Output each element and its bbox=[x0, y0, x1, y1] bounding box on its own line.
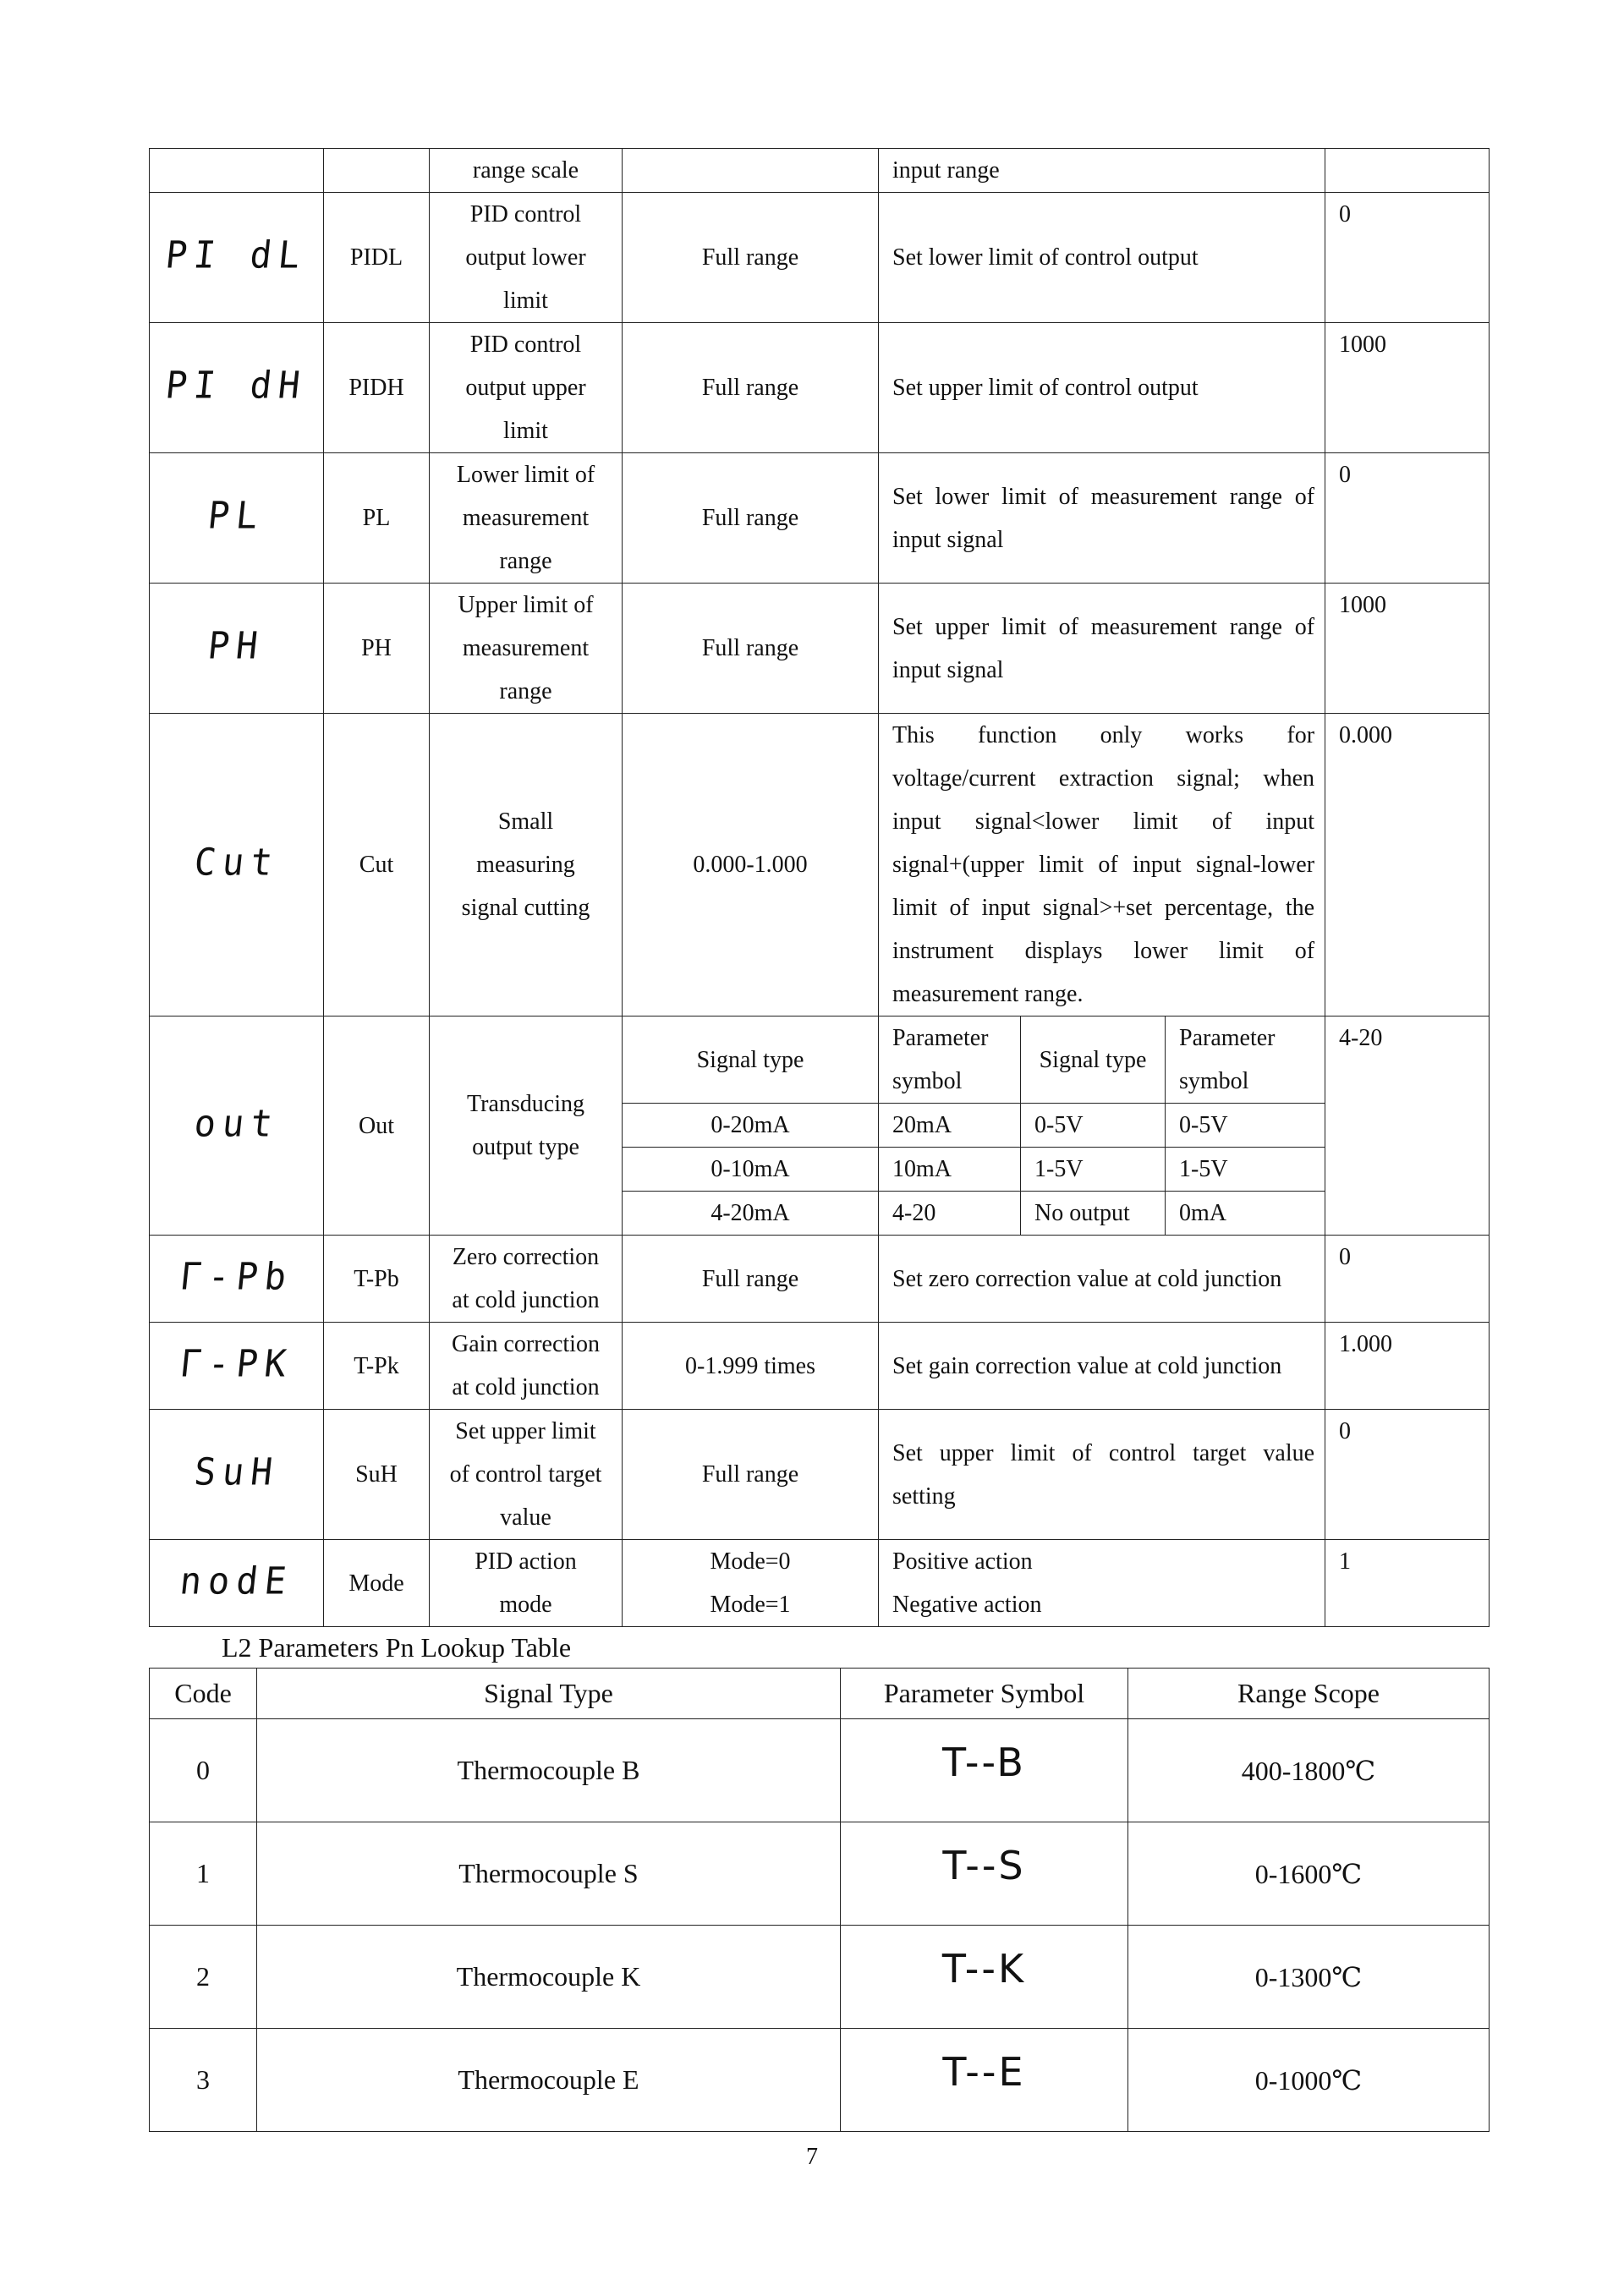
code-cell: 0 bbox=[150, 1719, 257, 1822]
lcd-display-icon: SuH bbox=[150, 1410, 324, 1540]
param-desc: Set upper limit of measurement range of input signal bbox=[879, 584, 1325, 714]
param-symbol: 4-20 bbox=[879, 1192, 1021, 1236]
param-range: Mode=0 Mode=1 bbox=[623, 1540, 879, 1627]
param-default: 1.000 bbox=[1325, 1323, 1490, 1410]
param-desc: input range bbox=[879, 149, 1325, 193]
param-symbol: 0-5V bbox=[1166, 1104, 1325, 1148]
param-default: 4-20 bbox=[1325, 1016, 1490, 1236]
table-caption: L2 Parameters Pn Lookup Table bbox=[222, 1632, 572, 1663]
param-name: PID action mode bbox=[430, 1540, 623, 1627]
param-range: Full range bbox=[623, 323, 879, 453]
lcd-display-icon: PL bbox=[150, 453, 324, 584]
param-default: 1000 bbox=[1325, 323, 1490, 453]
lcd-display-icon: Γ-PK bbox=[150, 1323, 324, 1410]
table-row bbox=[150, 1323, 1490, 1410]
table-row bbox=[150, 453, 1490, 584]
param-default: 0 bbox=[1325, 1236, 1490, 1323]
param-range: Full range bbox=[623, 584, 879, 714]
param-default: 1000 bbox=[1325, 584, 1490, 714]
signal-type-header: Signal type bbox=[623, 1016, 879, 1104]
range-scope-cell: 0-1300℃ bbox=[1128, 1926, 1490, 2029]
signal-type-cell: Thermocouple K bbox=[257, 1926, 841, 2029]
param-symbol-header: Parameter symbol bbox=[1166, 1016, 1325, 1104]
table-row bbox=[150, 1926, 1490, 2029]
range-scope-cell: 0-1000℃ bbox=[1128, 2029, 1490, 2132]
column-header-range-scope: Range Scope bbox=[1128, 1669, 1490, 1719]
param-desc: Set upper limit of control target value setting bbox=[879, 1410, 1325, 1540]
table-row bbox=[150, 584, 1490, 714]
table-row bbox=[150, 1236, 1490, 1323]
param-symbol: PIDL bbox=[324, 193, 430, 323]
table-header-row bbox=[150, 1669, 1490, 1719]
param-name: Zero correction at cold junction bbox=[430, 1236, 623, 1323]
table-row bbox=[150, 1719, 1490, 1822]
param-name: Transducing output type bbox=[430, 1016, 623, 1236]
lcd-display-icon: PI dL bbox=[150, 193, 324, 323]
param-range: Full range bbox=[623, 1410, 879, 1540]
code-cell: 2 bbox=[150, 1926, 257, 2029]
lookup-table bbox=[149, 1668, 1490, 2132]
param-range: 0-1.999 times bbox=[623, 1323, 879, 1410]
param-symbol: SuH bbox=[324, 1410, 430, 1540]
range-scope-cell: 400-1800℃ bbox=[1128, 1719, 1490, 1822]
param-symbol-header: Parameter symbol bbox=[879, 1016, 1021, 1104]
signal-type-cell: Thermocouple B bbox=[257, 1719, 841, 1822]
lcd-display-icon: Γ-Pb bbox=[150, 1236, 324, 1323]
table-row bbox=[150, 323, 1490, 453]
signal-type: 0-5V bbox=[1021, 1104, 1166, 1148]
signal-type: 0-10mA bbox=[623, 1148, 879, 1192]
param-symbol: Out bbox=[324, 1016, 430, 1236]
param-desc: Set lower limit of measurement range of input signal bbox=[879, 453, 1325, 584]
param-name: Gain correction at cold junction bbox=[430, 1323, 623, 1410]
column-header-code: Code bbox=[150, 1669, 257, 1719]
parameter-symbol-cell: T--B bbox=[841, 1719, 1128, 1822]
column-header-parameter-symbol: Parameter Symbol bbox=[841, 1669, 1128, 1719]
param-symbol: T-Pk bbox=[324, 1323, 430, 1410]
lcd-display-icon: PI dH bbox=[150, 323, 324, 453]
lcd-display-icon: Cut bbox=[150, 714, 324, 1016]
param-range: Full range bbox=[623, 453, 879, 584]
signal-type: 4-20mA bbox=[623, 1192, 879, 1236]
param-default: 1 bbox=[1325, 1540, 1490, 1627]
parameter-symbol-cell: T--S bbox=[841, 1822, 1128, 1926]
param-symbol: PH bbox=[324, 584, 430, 714]
param-symbol: 10mA bbox=[879, 1148, 1021, 1192]
param-name: Small measuring signal cutting bbox=[430, 714, 623, 1016]
param-symbol: PIDH bbox=[324, 323, 430, 453]
param-range: 0.000-1.000 bbox=[623, 714, 879, 1016]
signal-type-cell: Thermocouple E bbox=[257, 2029, 841, 2132]
param-name: Lower limit of measurement range bbox=[430, 453, 623, 584]
signal-type: No output bbox=[1021, 1192, 1166, 1236]
table-row bbox=[150, 1016, 1490, 1104]
param-symbol: PL bbox=[324, 453, 430, 584]
signal-type-cell: Thermocouple S bbox=[257, 1822, 841, 1926]
param-name: range scale bbox=[430, 149, 623, 193]
param-desc: Set zero correction value at cold junction bbox=[879, 1236, 1325, 1323]
signal-type-header: Signal type bbox=[1021, 1016, 1166, 1104]
lcd-display-icon: nodE bbox=[150, 1540, 324, 1627]
param-desc: Set gain correction value at cold junction bbox=[879, 1323, 1325, 1410]
table-row bbox=[150, 193, 1490, 323]
column-header-signal-type: Signal Type bbox=[257, 1669, 841, 1719]
table-row bbox=[150, 1822, 1490, 1926]
range-scope-cell: 0-1600℃ bbox=[1128, 1822, 1490, 1926]
parameter-table bbox=[149, 148, 1490, 1627]
page-number: 7 bbox=[806, 2144, 818, 2170]
param-default: 0 bbox=[1325, 193, 1490, 323]
signal-type: 0-20mA bbox=[623, 1104, 879, 1148]
table-row bbox=[150, 149, 1490, 193]
param-symbol: 1-5V bbox=[1166, 1148, 1325, 1192]
param-symbol: 20mA bbox=[879, 1104, 1021, 1148]
param-name: PID control output upper limit bbox=[430, 323, 623, 453]
param-desc: Positive action Negative action bbox=[879, 1540, 1325, 1627]
parameter-symbol-cell: T--K bbox=[841, 1926, 1128, 2029]
param-symbol: Cut bbox=[324, 714, 430, 1016]
param-name: PID control output lower limit bbox=[430, 193, 623, 323]
param-desc: This function only works for voltage/current extraction signal; when input signal<lower limit of input signal+(upper limit of input signal-lower limit of input signal>+set percentage, the instrument displays lower limit of measurement range. bbox=[879, 714, 1325, 1016]
table-row bbox=[150, 1410, 1490, 1540]
param-symbol: 0mA bbox=[1166, 1192, 1325, 1236]
param-name: Upper limit of measurement range bbox=[430, 584, 623, 714]
param-default: 0 bbox=[1325, 453, 1490, 584]
table-row bbox=[150, 1540, 1490, 1627]
param-symbol: T-Pb bbox=[324, 1236, 430, 1323]
param-range: Full range bbox=[623, 193, 879, 323]
parameter-symbol-cell: T--E bbox=[841, 2029, 1128, 2132]
param-name: Set upper limit of control target value bbox=[430, 1410, 623, 1540]
param-desc: Set lower limit of control output bbox=[879, 193, 1325, 323]
param-range: Full range bbox=[623, 1236, 879, 1323]
table-row bbox=[150, 714, 1490, 1016]
lcd-display-icon: PH bbox=[150, 584, 324, 714]
param-default: 0.000 bbox=[1325, 714, 1490, 1016]
param-desc: Set upper limit of control output bbox=[879, 323, 1325, 453]
signal-type: 1-5V bbox=[1021, 1148, 1166, 1192]
code-cell: 1 bbox=[150, 1822, 257, 1926]
lcd-display-icon: out bbox=[150, 1016, 324, 1236]
param-symbol: Mode bbox=[324, 1540, 430, 1627]
table-row bbox=[150, 2029, 1490, 2132]
code-cell: 3 bbox=[150, 2029, 257, 2132]
param-default: 0 bbox=[1325, 1410, 1490, 1540]
